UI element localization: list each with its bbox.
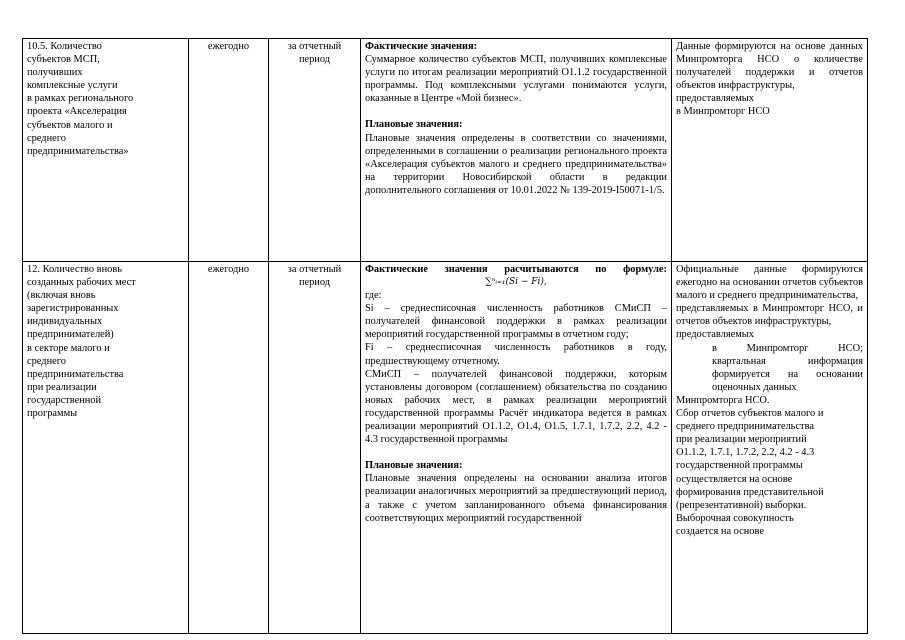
source-line: осуществляется на основе (676, 473, 793, 485)
fact-text: Суммарное количество субъектов МСП, получивших комплексные услуги по итогам реализации мероприятий О1.1.2 государственной программы. Под комплексными услугами понимаются услуги, оказанные в Центре «Мой бизнес». (365, 54, 667, 105)
frequency-text: ежегодно (207, 41, 250, 52)
source-line: предоставляемых (676, 329, 754, 341)
source-line: (репрезентативной) выборки. (676, 499, 807, 511)
frequency-cell (189, 262, 269, 634)
indicator-line: предпринимательства» (27, 145, 129, 157)
plan-heading: Плановые значения: (365, 460, 463, 472)
indicator-line: субъектов малого и (27, 119, 113, 131)
si-definition: Si – среднесписочная численность работников СМиСП – получателей финансовой поддержки в рамках реализации мероприятий государственной программы в отчетном году; (365, 303, 667, 341)
source-text: Официальные данные формируются ежегодно на основании отчетов субъектов малого и среднего предпринимательства, (676, 264, 863, 302)
table-row (23, 39, 868, 262)
indicator-cell (23, 39, 189, 262)
fact-heading: Фактические значения: (365, 41, 478, 52)
indicator-line: индивидуальных (27, 316, 103, 328)
source-line: Выборочная совокупность (676, 512, 794, 524)
indicator-line: предпринимателей) (27, 329, 114, 341)
source-line: Минпромторга НСО. (676, 394, 770, 406)
fact-heading: Фактические значения расчитываются по формуле: (365, 264, 667, 275)
indicator-line: 10.5. Количество (27, 41, 102, 52)
source-text: Данные формируются на основе данных Минпромторга НСО о количестве получателей поддержки и отчетов объектов инфраструктуры, (676, 41, 863, 92)
indicator-line: в рамках регионального (27, 93, 134, 105)
indicator-line: созданных рабочих мест (27, 277, 136, 289)
source-cell (672, 262, 868, 634)
plan-text: Плановые значения определены в соответствии со значениями, определенными в соглашении о реализации регионального проекта «Акселерация субъектов малого и среднего предпринимательства» на территории Новосибирской области в редакции дополнительного соглашения от 10.01.2022 № 139-2019-I50071-1/5. (365, 132, 667, 196)
formula: ∑ⁿᵢ₌₁(Si − Fi), (485, 277, 547, 288)
source-line: при реализации мероприятий (676, 434, 807, 446)
indicator-line: 12. Количество вновь (27, 264, 122, 275)
source-line: в Минпромторг НСО (676, 106, 770, 118)
source-cell (672, 39, 868, 262)
indicator-line: субъектов МСП, (27, 54, 100, 66)
indicator-line: зарегистрированных (27, 303, 119, 315)
source-line: государственной программы (676, 460, 803, 472)
period-cell (269, 262, 361, 634)
indicator-cell (23, 262, 189, 634)
source-text: представляемых в Минпромторг НСО, и отчетов объектов инфраструктуры, (676, 303, 863, 328)
fi-definition: Fi – среднесписочная численность работников в году, предшествующему отчетному. (365, 342, 667, 367)
source-text: в Минпромторг НСО; квартальная информация формируется на основании оценочных данных (712, 342, 863, 393)
source-line: О1.1.2, 1.7.1, 1.7.2, 2.2, 4.2 - 4.3 (676, 447, 815, 459)
indicator-line: государственной (27, 394, 102, 406)
source-line: формирования представительной (676, 486, 824, 498)
period-cell (269, 39, 361, 262)
source-line: создается на основе (676, 525, 764, 537)
indicator-line: получивших (27, 67, 83, 79)
period-line: за отчетный (287, 264, 342, 275)
indicators-table (22, 38, 868, 634)
indicator-line: предпринимательства (27, 368, 124, 380)
indicator-line: среднего (27, 355, 66, 367)
table-row (23, 262, 868, 634)
source-line: Сбор отчетов субъектов малого и (676, 408, 824, 420)
indicator-line: в секторе малого и (27, 342, 110, 354)
indicator-line: программы (27, 408, 78, 420)
method-cell (361, 262, 672, 634)
source-line: среднего предпринимательства (676, 421, 814, 433)
indicator-line: при реализации (27, 381, 97, 393)
smisp-definition: СМиСП – получателей финансовой поддержки, которым установлены договором (соглашением) обязательства по созданию новых рабочих мест, в рамках реализации мероприятий государственной программы Расчёт индикатора ведется в рамках реализации мероприятий О1.1.2, О1.4, О1.5, 1.7.1, 1.7.2, 2.2, 4.2 - 4.3 государственной программы (365, 368, 667, 446)
plan-heading: Плановые значения: (365, 119, 463, 131)
indicator-line: среднего (27, 132, 66, 144)
method-cell (361, 39, 672, 262)
where-text: где: (365, 290, 382, 302)
frequency-cell (189, 39, 269, 262)
frequency-text: ежегодно (207, 264, 250, 275)
period-line: период (298, 277, 331, 289)
indicator-line: комплексные услуги (27, 80, 118, 92)
indicator-line: проекта «Акселерация (27, 106, 127, 118)
period-line: период (298, 54, 331, 66)
indicator-line: (включая вновь (27, 290, 96, 302)
source-line: предоставляемых (676, 93, 754, 105)
period-line: за отчетный (287, 41, 342, 52)
plan-text: Плановые значения определены на основании анализа итогов реализации аналогичных мероприятий за предшествующий период, а также с учетом запланированного объема финансирования соответствующих мероприятий государственной (365, 473, 667, 524)
